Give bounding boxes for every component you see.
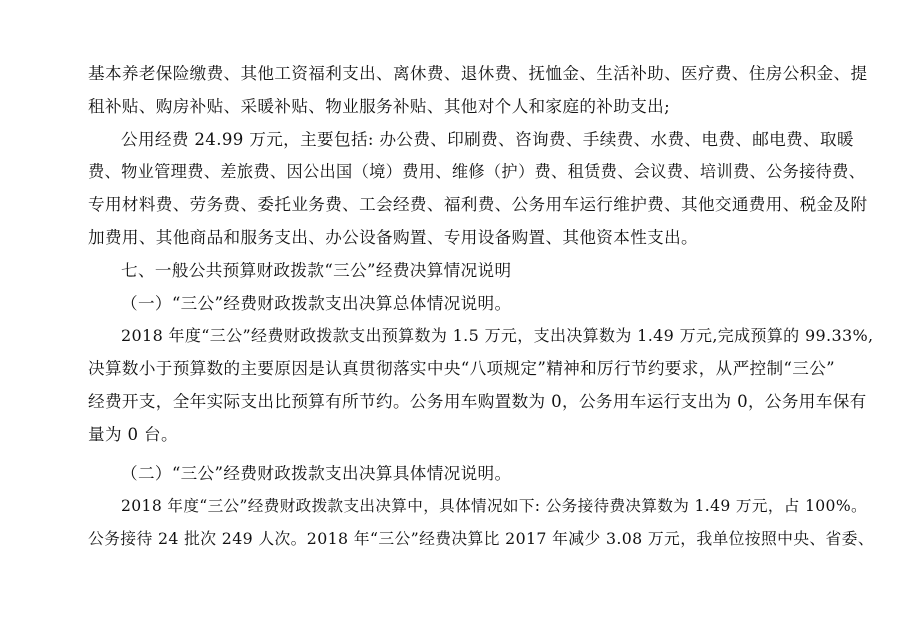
subsection-heading-1: （一）“三公”经费财政拨款支出决算总体情况说明。	[121, 293, 512, 313]
text-line-5: 专用材料费、劳务费、委托业务费、工会经费、福利费、公务用车运行维护费、其他交通费用、税金及附	[88, 195, 868, 215]
text-line-9: 2018 年度“三公”经费财政拨款支出预算数为 1.5 万元，支出决算数为 1.49 万元,完成预算的 99.33%,	[121, 326, 874, 346]
text-line-4: 费、物业管理费、差旅费、因公出国（境）费用、维修（护）费、租赁费、会议费、培训费、公务接待费、	[88, 162, 866, 182]
text-line-2: 租补贴、购房补贴、采暖补贴、物业服务补贴、其他对个人和家庭的补助支出;	[88, 96, 671, 116]
text-line-12: 量为 0 台。	[88, 424, 178, 444]
text-line-15: 公务接待 24 批次 249 人次。2018 年“三公”经费决算比 2017 年减少 3.08 万元，我单位按照中央、省委、	[88, 529, 874, 549]
text-line-1: 基本养老保险缴费、其他工资福利支出、离休费、退休费、抚恤金、生活补助、医疗费、住房公积金、提	[88, 64, 868, 83]
text-line-14: 2018 年度“三公”经费财政拨款支出决算中，具体情况如下: 公务接待费决算数为 1.49 万元，占 100%。	[121, 497, 867, 516]
text-line-11: 经费开支，全年实际支出比预算有所节约。公务用车购置数为 0，公务用车运行支出为 0，公务用车保有	[88, 391, 867, 411]
text-line-10: 决算数小于预算数的主要原因是认真贯彻落实中央“八项规定”精神和厉行节约要求，从严控制“三公”	[88, 359, 835, 379]
section-heading-7: 七、一般公共预算财政拨款“三公”经费决算情况说明	[121, 260, 512, 280]
text-line-3: 公用经费 24.99 万元，主要包括: 办公费、印刷费、咨询费、手续费、水费、电费、邮电费、取暖	[121, 129, 854, 149]
subsection-heading-2: （二）“三公”经费财政拨款支出决算具体情况说明。	[121, 463, 512, 483]
text-line-6: 加费用、其他商品和服务支出、办公设备购置、专用设备购置、其他资本性支出。	[88, 227, 698, 247]
